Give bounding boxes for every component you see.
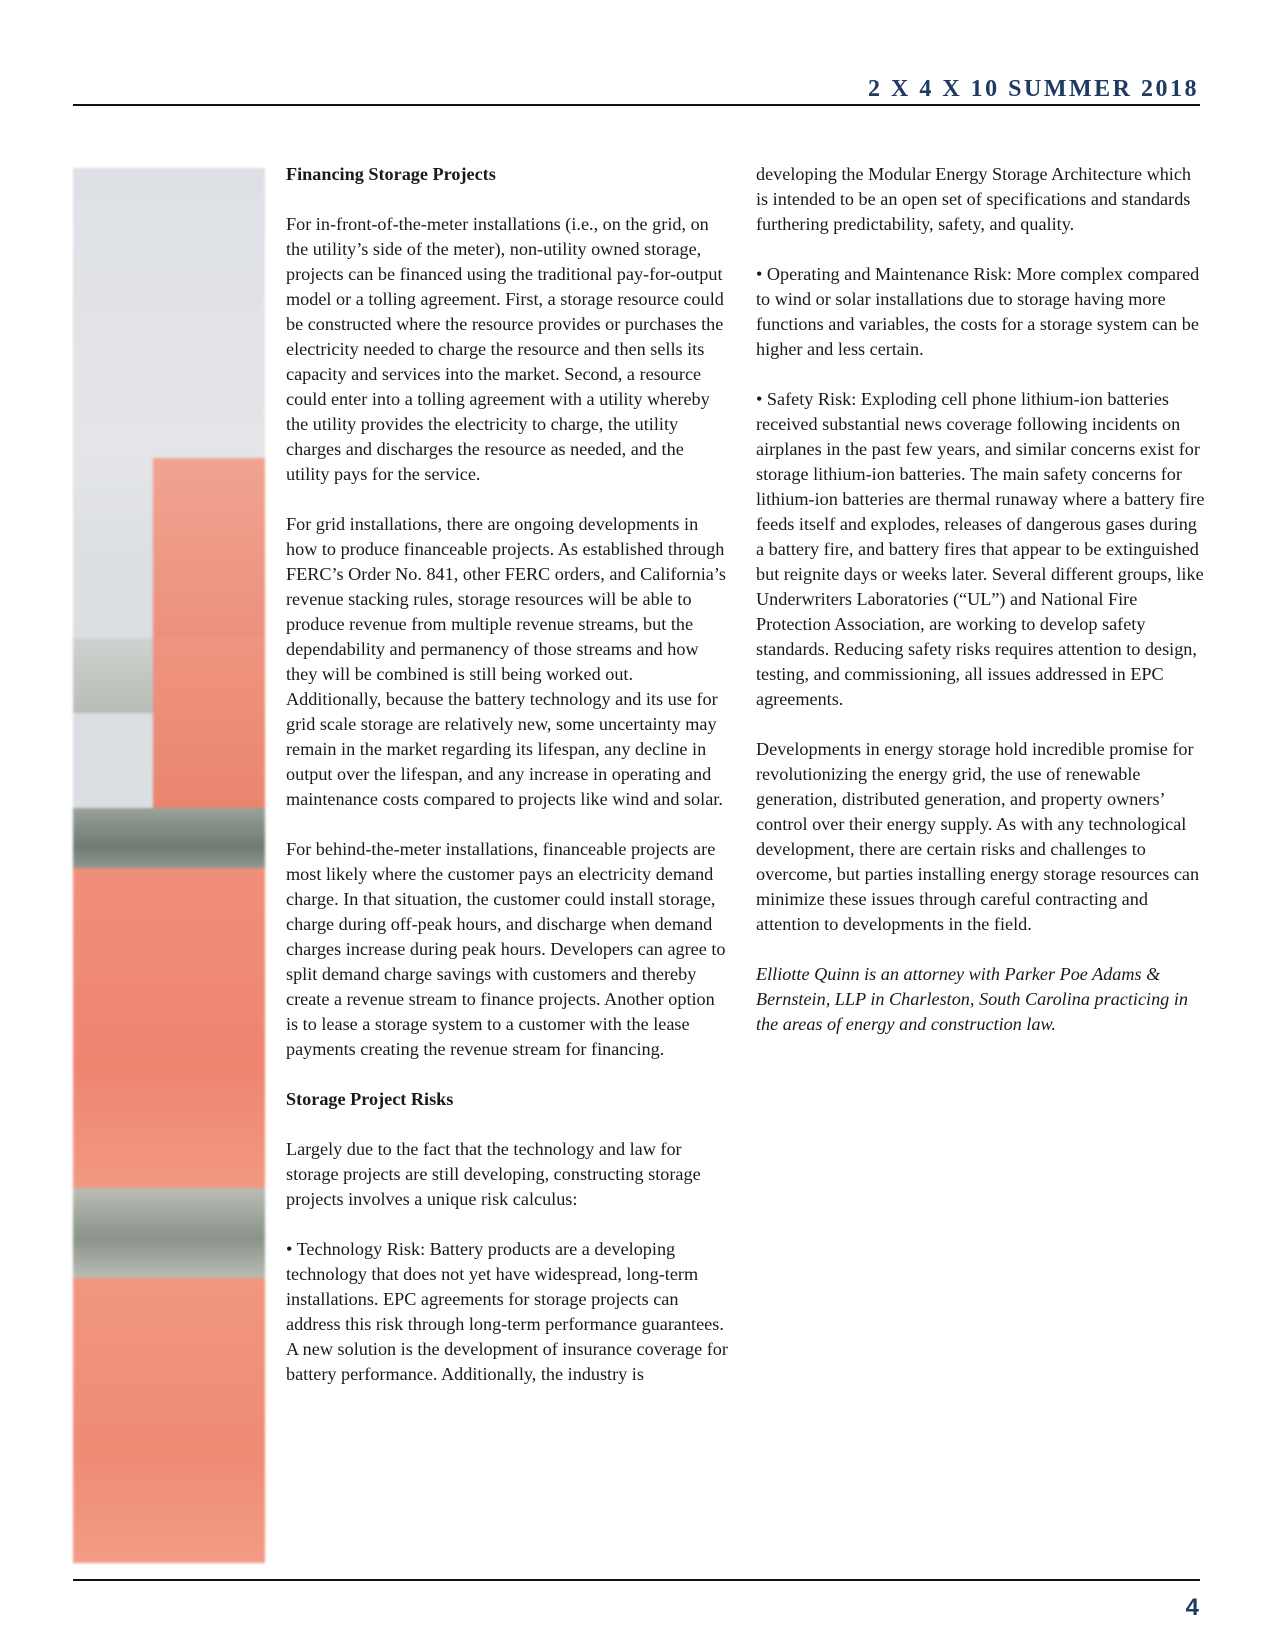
paragraph: • Safety Risk: Exploding cell phone lithium-ion batteries received substantial news coverage following incidents on airplanes in the past few years, and similar concerns exist for storage lithium-ion batteries. The main safety concerns for lithium-ion batteries are thermal runaway where a battery fire feeds itself and explodes, releases of dangerous gases during a battery fire, and battery fires that appear to be extinguished but reignite days or weeks later. Several different groups, like Underwriters Laboratories (“UL”) and National Fire Protection Association, are working to develop safety standards. Reducing safety risks requires attention to design, testing, and commissioning, all issues addressed in EPC agreements. (756, 389, 1205, 709)
newsletter-title: 2 X 4 X 10 SUMMER 2018 (868, 76, 1199, 102)
right-column (756, 162, 1206, 1062)
paragraph: • Operating and Maintenance Risk: More complex compared to wind or solar installations due to storage having more functions and variables, the costs for a storage system can be higher and less certain. (756, 264, 1200, 359)
section-heading-financing: Financing Storage Projects (286, 164, 496, 184)
section-heading-risks: Storage Project Risks (286, 1089, 454, 1109)
header-rule (73, 104, 1200, 106)
paragraph: Developments in energy storage hold incredible promise for revolutionizing the energy grid, the use of renewable generation, distributed generation, and property owners’ control over their energy supply. As with any technological development, there are certain risks and challenges to overcome, but parties installing energy storage resources can minimize these issues through careful contracting and attention to developments in the field. (756, 739, 1200, 934)
page-number: 4 (1185, 1594, 1199, 1621)
paragraph: developing the Modular Energy Storage Architecture which is intended to be an open set of specifications and standards furthering predictability, safety, and quality. (756, 164, 1192, 234)
paragraph: Largely due to the fact that the technology and law for storage projects are still developing, constructing storage projects involves a unique risk calculus: (286, 1139, 701, 1209)
left-column (286, 162, 731, 1412)
paragraph: For grid installations, there are ongoing developments in how to produce financeable projects. As established through FERC’s Order No. 841, other FERC orders, and California’s revenue stacking rules, storage resources will be able to produce revenue from multiple revenue streams, but the dependability and permanency of those streams and how they will be combined is still being worked out. Additionally, because the battery technology and its use for grid scale storage are relatively new, some uncertainty may remain in the market regarding its lifespan, any decline in output over the lifespan, and any increase in operating and maintenance costs compared to projects like wind and solar. (286, 514, 726, 809)
paragraph: • Technology Risk: Battery products are a developing technology that does not yet have widespread, long-term installations. EPC agreements for storage projects can address this risk through long-term performance guarantees. A new solution is the development of insurance coverage for battery performance. Additionally, the industry is (286, 1239, 728, 1384)
paragraph: For behind-the-meter installations, financeable projects are most likely where the customer pays an electricity demand charge. In that situation, the customer could install storage, charge during off-peak hours, and discharge when demand charges increase during peak hours. Developers can agree to split demand charge savings with customers and thereby create a revenue stream to finance projects. Another option is to lease a storage system to a customer with the lease payments creating the revenue stream for financing. (286, 839, 726, 1059)
brick-wall-photo (73, 168, 265, 1563)
paragraph: For in-front-of-the-meter installations (i.e., on the grid, on the utility’s side of the meter), non-utility owned storage, projects can be financed using the traditional pay-for-output model or a tolling agreement. First, a storage resource could be constructed where the resource provides or purchases the electricity needed to charge the resource and then sells its capacity and services into the market. Second, a resource could enter into a tolling agreement with a utility whereby the utility provides the electricity to charge, the utility charges and discharges the resource as needed, and the utility pays for the service. (286, 214, 724, 484)
footer-rule (73, 1579, 1200, 1581)
author-byline: Elliotte Quinn is an attorney with Parker Poe Adams & Bernstein, LLP in Charleston, South Carolina practicing in the areas of energy and construction law. (756, 964, 1188, 1034)
